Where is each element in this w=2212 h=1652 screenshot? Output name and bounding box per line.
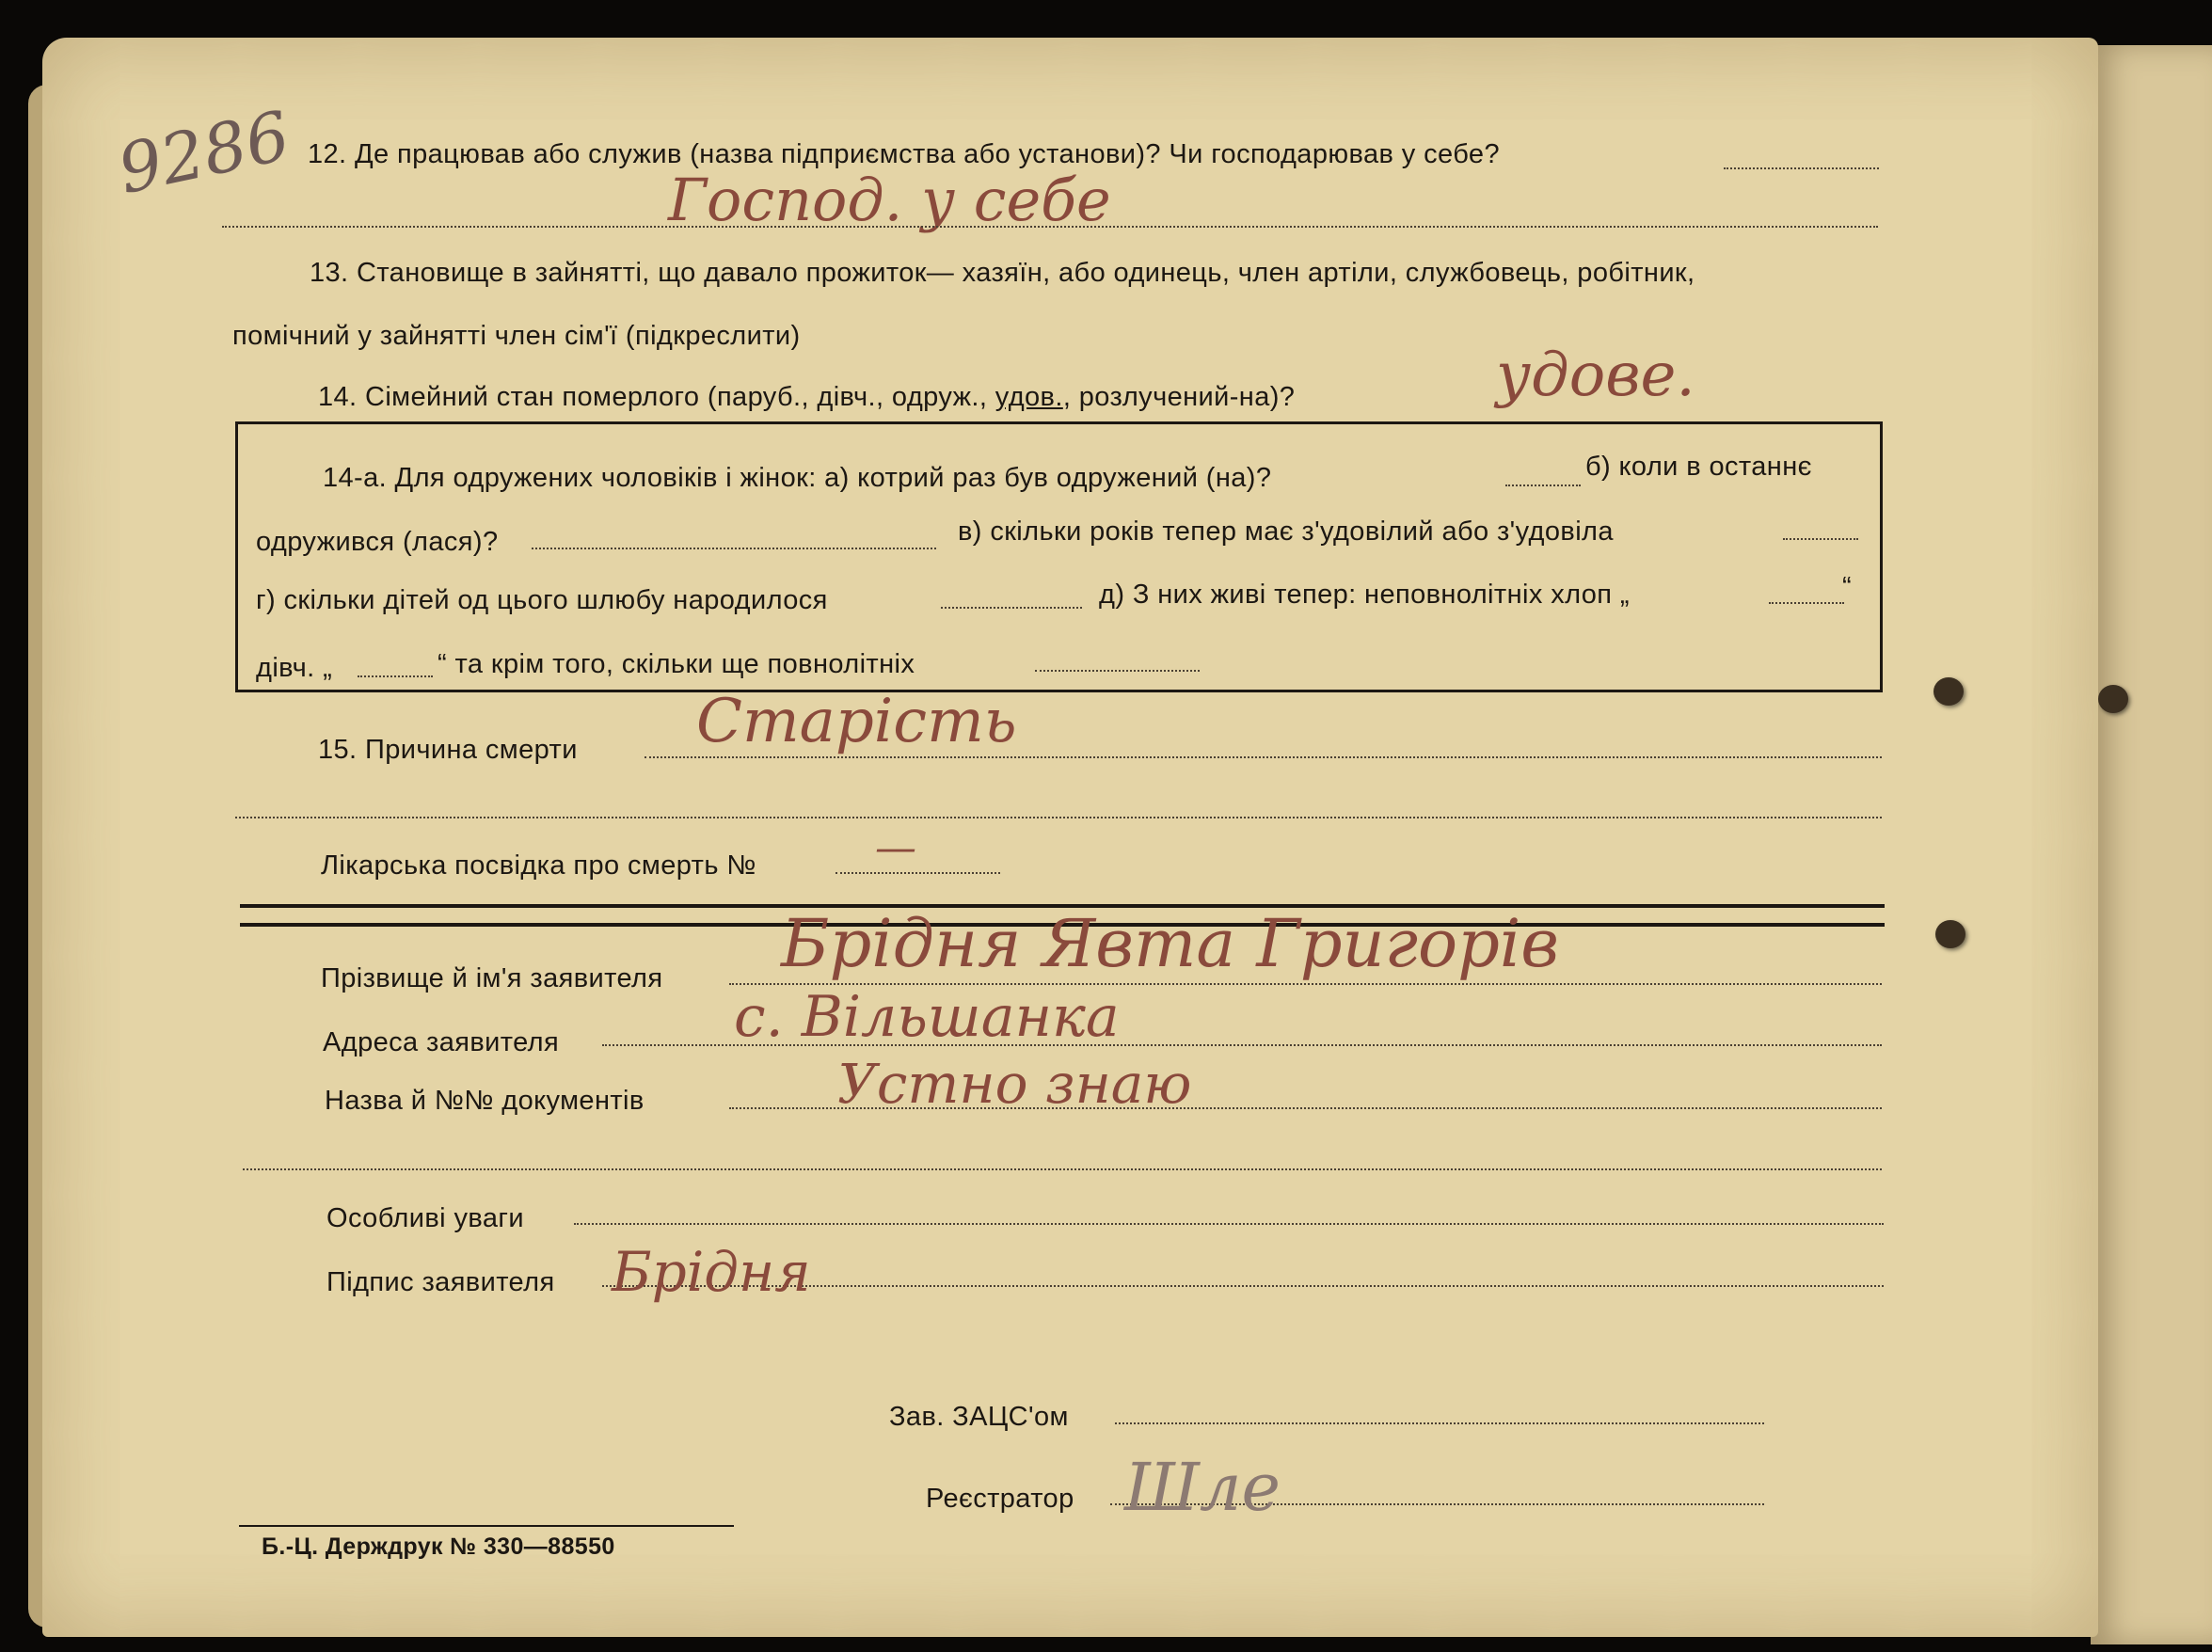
q14a-line3c: “: [1842, 572, 1853, 602]
q14a-line1a: 14-а. Для одружених чоловіків і жінок: а) котрий раз був одружений (на)?: [323, 463, 1272, 493]
q15-answer[interactable]: Старість: [696, 687, 1017, 756]
q14a-a-line: [1505, 484, 1581, 486]
q14a-line2b: в) скільки років тепер має з'удовілий або з'удовіла: [958, 516, 1614, 547]
head-label: Зав. ЗАЦС'ом: [889, 1402, 1069, 1432]
q14-label-rest: , розлучений-на)?: [1062, 382, 1296, 412]
q14a-line3b: д) З них живі тепер: неповнолітніх хлоп „: [1099, 580, 1630, 610]
printer-label: Б.-Ц. Держдрук № 330—88550: [262, 1533, 615, 1560]
q14a-girls-line: [358, 675, 433, 677]
q14a-boys-line: [1769, 602, 1844, 604]
remarks-label: Особливі уваги: [326, 1203, 524, 1233]
q14-label-text: 14. Сімейний стан померлого (паруб., дівч., одруж.,: [318, 382, 988, 412]
head-signature-line: [1115, 1422, 1764, 1424]
applicant-name[interactable]: Брідня Явта Григорів: [781, 905, 1560, 982]
documents-line2: [243, 1168, 1882, 1170]
binding-hole: [2098, 685, 2128, 713]
q14a-adults-line: [1035, 670, 1200, 672]
applicant-name-label: Прізвище й ім'я заявителя: [321, 963, 663, 993]
q12-dotted-line: [1724, 167, 1879, 169]
q12-answer[interactable]: Господ. у себе: [668, 166, 1111, 234]
record-number: 9286: [111, 95, 296, 210]
q14a-line2a: одружився (лася)?: [256, 527, 499, 557]
q13-line2: помічний у зайнятті член сім'ї (підкреслити): [232, 321, 801, 351]
q15-line: [645, 756, 1882, 758]
q15-line2: [235, 817, 1882, 818]
med-cert-answer[interactable]: —: [875, 824, 916, 872]
q14-label: [318, 382, 1295, 413]
q14a-v-line: [1783, 538, 1858, 540]
q12-label: 12. Де працював або служив (назва підприємства або установи)? Чи господарював у себе?: [308, 139, 1500, 169]
adjacent-page: [2091, 45, 2212, 1644]
remarks-line: [574, 1223, 1884, 1225]
applicant-address-label: Адреса заявителя: [323, 1027, 560, 1057]
q12-answer-line: [222, 226, 1878, 228]
med-cert-label: Лікарська посвідка про смерть №: [321, 850, 756, 881]
q14-answer[interactable]: удове.: [1496, 341, 1695, 410]
q14a-line4a: дівч. „: [256, 653, 333, 683]
documents-label: Назва й №№ документів: [325, 1086, 645, 1116]
registrar-signature[interactable]: Шле: [1124, 1449, 1281, 1526]
q14a-line3a: г) скільки дітей од цього шлюбу народилося: [256, 585, 828, 615]
documents-answer[interactable]: Устно знаю: [837, 1052, 1192, 1116]
applicant-address[interactable]: с. Вільшанка: [734, 984, 1120, 1050]
printer-rule: [239, 1525, 734, 1527]
signature-label: Підпис заявителя: [326, 1267, 555, 1297]
q14a-b-line: [532, 548, 936, 549]
applicant-signature[interactable]: Брідня: [612, 1240, 811, 1304]
med-cert-line: [835, 872, 1000, 874]
q14a-g-line: [941, 607, 1082, 609]
binding-hole: [1934, 677, 1964, 706]
q14-underlined-option: удов.: [995, 382, 1063, 412]
q14a-line4b: “ та крім того, скільки ще повнолітніх: [438, 649, 915, 679]
q14a-line1b: б) коли в останнє: [1585, 452, 1812, 482]
q15-label: 15. Причина смерти: [318, 735, 578, 765]
registrar-label: Реєстратор: [926, 1484, 1074, 1514]
binding-hole: [1935, 920, 1965, 948]
q13-line1: 13. Становище в зайнятті, що давало прожиток— хазяїн, або одинець, член артіли, службовець, робітник,: [310, 258, 1695, 288]
